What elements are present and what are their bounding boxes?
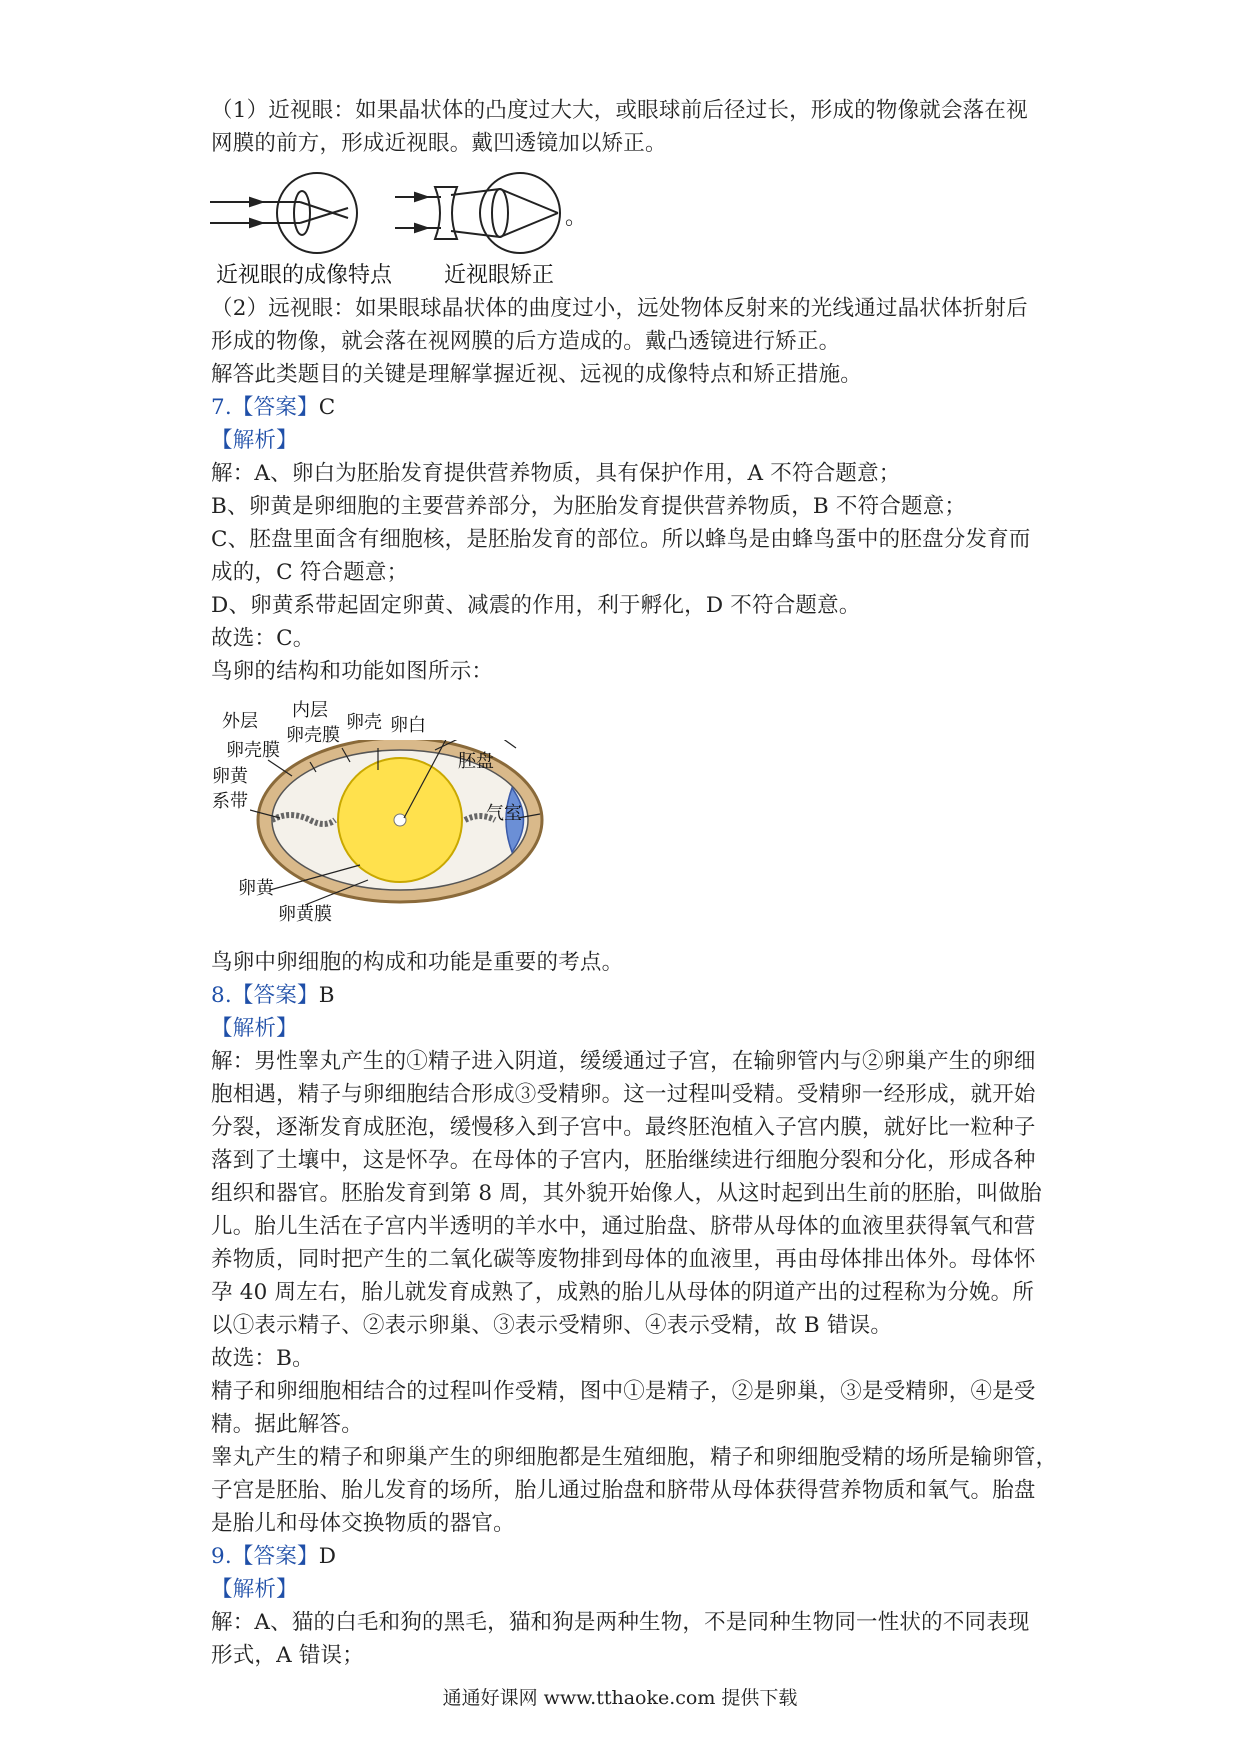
egg-label-chalaza-2: 系带 <box>212 791 248 812</box>
answer-line <box>211 1540 1041 1573</box>
answer-label: 7.【答案】 <box>211 395 319 420</box>
text-line: D、卵黄系带起固定卵黄、减震的作用，利于孵化，D 不符合题意。 <box>211 593 861 618</box>
answer-label: 8.【答案】 <box>211 983 319 1008</box>
text-line: 精。据此解答。 <box>211 1412 363 1437</box>
text-line: 分裂，逐渐发育成胚泡，缓慢移入到子宫中。最终胚泡植入子宫内膜，就好比一粒种子 <box>211 1115 1036 1140</box>
text-line: 组织和器官。胚胎发育到第 8 周，其外貌开始像人，从这时起到出生前的胚胎，叫做胎 <box>211 1181 1042 1206</box>
text-line: 形式，A 错误； <box>211 1643 364 1668</box>
text-line: （1）近视眼：如果晶状体的凸度过大大，或眼球前后径过长，形成的物像就会落在视 <box>211 98 1028 123</box>
text-line: 解答此类题目的关键是理解掌握近视、远视的成像特点和矫正措施。 <box>211 362 863 387</box>
egg-label-air-cell: 气室 <box>486 803 522 824</box>
text-line: 故选：B。 <box>211 1346 314 1371</box>
myopia-diagram <box>210 165 590 265</box>
text-line: 精子和卵细胞相结合的过程叫作受精，图中①是精子，②是卵巢，③是受精卵，④是受 <box>211 1379 1036 1404</box>
figure-caption-1: 近视眼的成像特点 <box>216 263 393 288</box>
egg-label-shell-membrane-outer: 卵壳膜 <box>226 740 280 761</box>
text-line: 儿。胎儿生活在子宫内半透明的羊水中，通过胎盘、脐带从母体的血液里获得氧气和营 <box>211 1214 1036 1239</box>
analysis-label: 【解析】 <box>211 1577 298 1602</box>
text-line: 解：A、猫的白毛和狗的黑毛，猫和狗是两种生物，不是同种生物同一性状的不同表现 <box>211 1610 1030 1635</box>
text-line: 睾丸产生的精子和卵巢产生的卵细胞都是生殖细胞，精子和卵细胞受精的场所是输卵管， <box>211 1445 1058 1470</box>
figure-caption-2: 近视眼矫正 <box>444 263 555 288</box>
egg-label-chalaza-1: 卵黄 <box>212 766 248 787</box>
egg-label-yolk-membrane: 卵黄膜 <box>278 904 332 925</box>
germinal-disc <box>394 814 406 826</box>
myopia-correction-figure <box>395 173 560 253</box>
text-line: 养物质，同时把产生的二氧化碳等废物排到母体的血液里，再由母体排出体外。母体怀 <box>211 1247 1036 1272</box>
egg-label-outer: 外层 <box>222 711 258 732</box>
egg-label-shell-membrane-inner: 卵壳膜 <box>286 725 340 746</box>
period-mark: 。 <box>565 205 588 230</box>
text-line: B、卵黄是卵细胞的主要营养部分，为胚胎发育提供营养物质，B 不符合题意； <box>211 494 967 519</box>
text-line: 解：男性睾丸产生的①精子进入阴道，缓缓通过子宫，在输卵管内与②卵巢产生的卵细 <box>211 1049 1036 1074</box>
text-line: 胞相遇，精子与卵细胞结合形成③受精卵。这一过程叫受精。受精卵一经形成，就开始 <box>211 1082 1036 1107</box>
text-line: 解：A、卵白为胚胎发育提供营养物质，具有保护作用，A 不符合题意； <box>211 461 901 486</box>
text-line: 鸟卵中卵细胞的构成和功能是重要的考点。 <box>211 950 624 975</box>
answer-line <box>211 391 1041 424</box>
text-line: 鸟卵的结构和功能如图所示： <box>211 659 494 684</box>
egg-label-yolk: 卵黄 <box>238 878 274 899</box>
analysis-label: 【解析】 <box>211 1016 298 1041</box>
answer-label: 9.【答案】 <box>211 1544 319 1569</box>
text-line: 成的，C 符合题意； <box>211 560 409 585</box>
myopia-eye-figure <box>210 173 357 253</box>
text-line: 以①表示精子、②表示卵巢、③表示受精卵、④表示受精，故 B 错误。 <box>211 1313 893 1338</box>
text-line: 子宫是胚胎、胎儿发育的场所，胎儿通过胎盘和脐带从母体获得营养物质和氧气。胎盘 <box>211 1478 1036 1503</box>
egg-label-germinal-disc: 胚盘 <box>458 751 494 772</box>
answer-line <box>211 979 1041 1012</box>
text-line: 是胎儿和母体交换物质的器官。 <box>211 1511 515 1536</box>
text-line: C、胚盘里面含有细胞核，是胚胎发育的部位。所以蜂鸟是由蜂鸟蛋中的胚盘分发育而 <box>211 527 1031 552</box>
answer-value: B <box>318 983 335 1008</box>
egg-label-albumen: 卵白 <box>390 715 426 736</box>
egg-label-shell: 卵壳 <box>346 712 382 733</box>
text-line: （2）远视眼：如果眼球晶状体的曲度过小，远处物体反射来的光线通过晶状体折射后 <box>211 296 1028 321</box>
analysis-label: 【解析】 <box>211 428 298 453</box>
text-line: 故选：C。 <box>211 626 315 651</box>
answer-value: D <box>318 1544 337 1569</box>
text-line: 形成的物像，就会落在视网膜的后方造成的。戴凸透镜进行矫正。 <box>211 329 841 354</box>
egg-structure-diagram <box>250 740 570 930</box>
egg-label-inner: 内层 <box>292 700 328 721</box>
page-footer: 通通好课网 www.tthaoke.com 提供下载 <box>442 1687 798 1709</box>
text-line: 落到了土壤中，这是怀孕。在母体的子宫内，胚胎继续进行细胞分裂和分化，形成各种 <box>211 1148 1036 1173</box>
text-line: 网膜的前方，形成近视眼。戴凹透镜加以矫正。 <box>211 131 667 156</box>
text-line: 孕 40 周左右，胎儿就发育成熟了，成熟的胎儿从母体的阴道产出的过程称为分娩。所 <box>211 1280 1035 1305</box>
answer-value: C <box>318 395 336 420</box>
